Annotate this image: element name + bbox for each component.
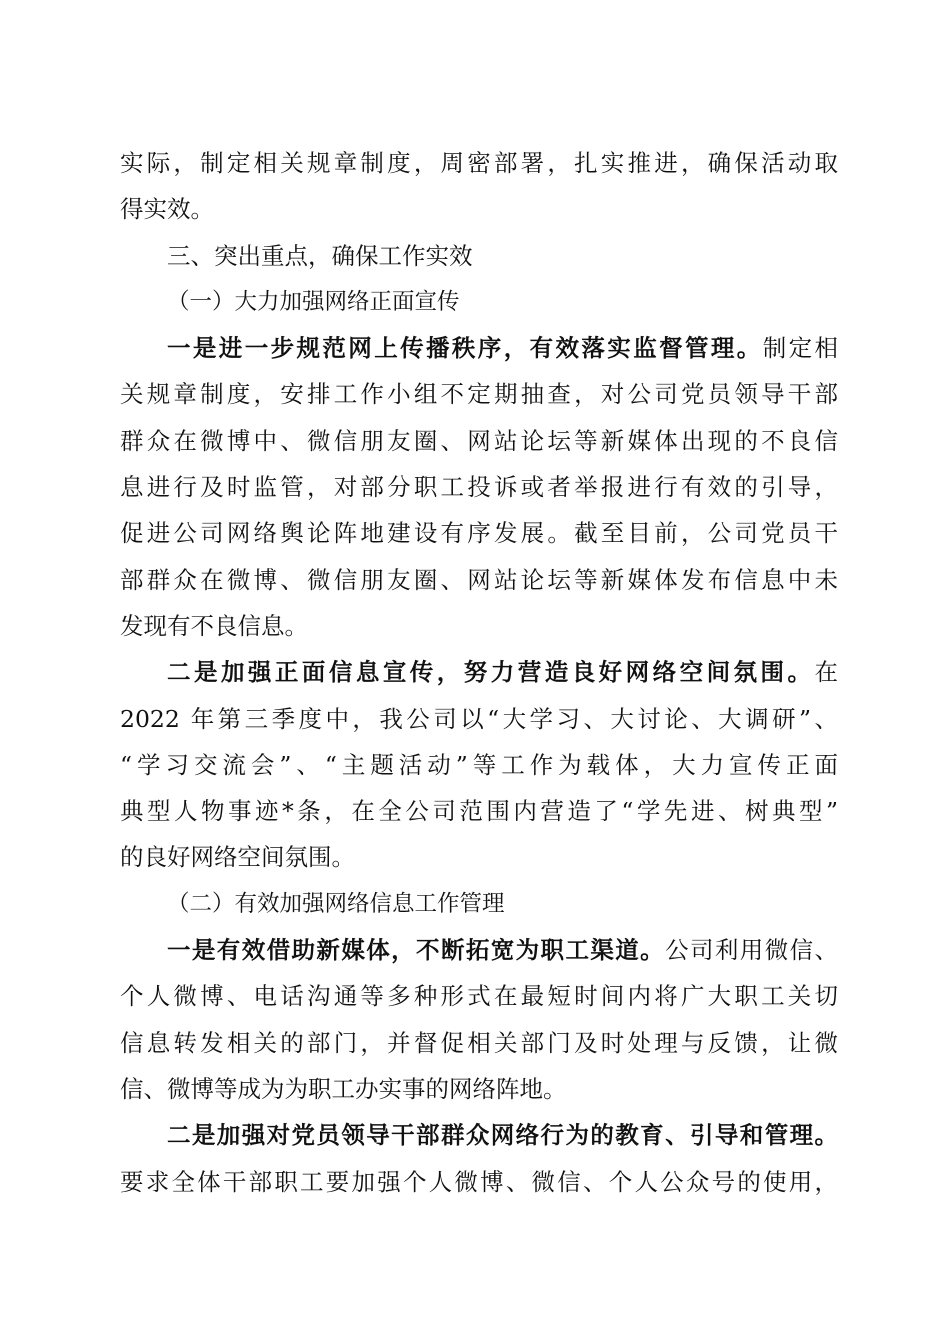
body-text-line: 实际，制定相关规章制度，周密部署，扎实推进，确保活动取 [120, 149, 838, 177]
subsection-heading: （二）有效加强网络信息工作管理 [167, 890, 505, 917]
paragraph-lead: 一是进一步规范网上传播秩序，有效落实监督管理。 [167, 334, 763, 363]
body-text-line: 促进公司网络舆论阵地建设有序发展。截至目前，公司党员干 [120, 519, 838, 548]
document-body [120, 140, 838, 1205]
paragraph-first-line [120, 1112, 838, 1158]
paragraph-lead: 二是加强对党员领导干部群众网络行为的教育、引导和管理。 [167, 1121, 838, 1150]
body-text-line: 信、微博等成为为职工办实事的网络阵地。 [120, 1074, 567, 1103]
body-text-line: 的良好网络空间氛围。 [120, 843, 355, 872]
body-text-line: 个人微博、电话沟通等多种形式在最短时间内将广大职工关切 [120, 982, 838, 1011]
section-heading: 三、突出重点，确保工作实效 [167, 241, 473, 270]
body-text-line: 要求全体干部职工要加强个人微博、微信、个人公众号的使用， [120, 1167, 838, 1196]
body-text-line: 发现有不良信息。 [120, 611, 308, 640]
paragraph-lead: 一是有效借助新媒体，不断拓宽为职工渠道。 [167, 936, 666, 965]
body-text-line: 息进行及时监管，对部分职工投诉或者举报进行有效的引导， [120, 473, 838, 502]
body-text-line: 群众在微博中、微信朋友圈、网站论坛等新媒体出现的不良信 [120, 426, 838, 455]
body-text: 制定相 [762, 334, 839, 363]
subsection-heading: （一）大力加强网络正面宣传 [167, 288, 460, 315]
body-text: 公司利用微信、 [665, 936, 839, 965]
paragraph-lead: 二是加强正面信息宣传，努力营造良好网络空间氛围。 [167, 658, 815, 687]
body-text-line: “学习交流会”、“主题活动”等工作为载体，大力宣传正面 [120, 750, 838, 779]
body-text-line: 部群众在微博、微信朋友圈、网站论坛等新媒体发布信息中未 [120, 565, 838, 594]
paragraph-first-line [120, 927, 838, 973]
body-text: 在 [814, 658, 838, 687]
body-text-line: 2022 年第三季度中，我公司以“大学习、大讨论、大调研”、 [120, 704, 838, 733]
body-text-line: 信息转发相关的部门，并督促相关部门及时处理与反馈，让微 [120, 1028, 838, 1057]
body-text-line: 关规章制度，安排工作小组不定期抽查，对公司党员领导干部 [120, 380, 838, 409]
paragraph-first-line [120, 649, 838, 695]
paragraph-first-line [120, 325, 838, 371]
body-text-line: 得实效。 [120, 195, 214, 224]
body-text-line: 典型人物事迹*条，在全公司范围内营造了“学先进、树典型” [120, 797, 838, 826]
